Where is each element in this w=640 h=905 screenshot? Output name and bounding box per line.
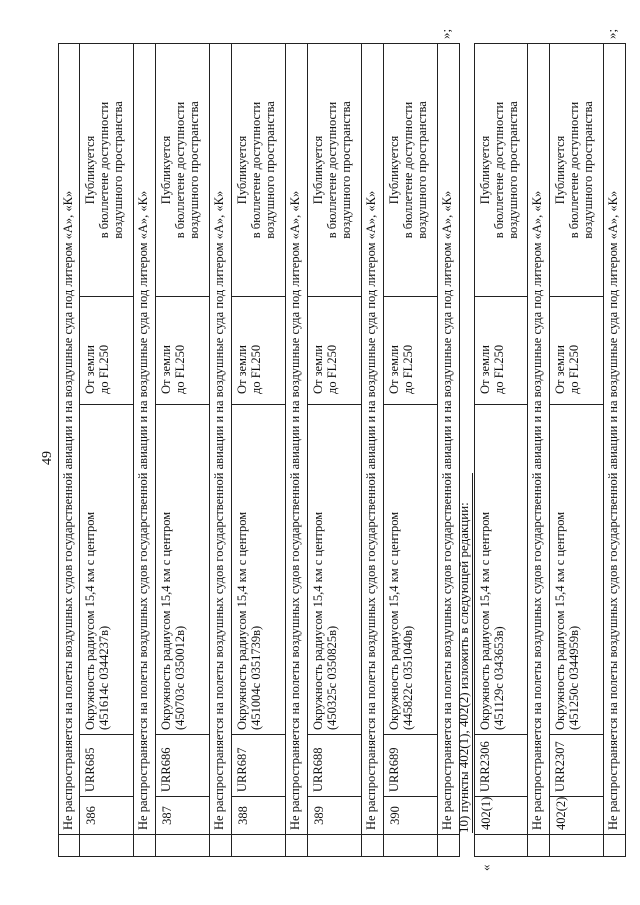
- note-line-2: в бюллетене доступности: [492, 101, 506, 239]
- altitude-line-1: От земли: [478, 345, 492, 394]
- notice-text: Не распространяется на полеты воздушных судов государственной авиации и на воздушные суда под литером «А», «К»: [61, 190, 75, 830]
- notice-row: [528, 43, 550, 857]
- altitude-line-2: до FL250: [249, 344, 263, 394]
- index-cell: [232, 834, 285, 856]
- altitude-range: [384, 296, 437, 404]
- notice-text: Не распространяется на полеты воздушных судов государственной авиации и на воздушные суда под литером «А», «К»: [440, 190, 454, 830]
- zone-description: [156, 404, 209, 734]
- description-line-1: Окружность радиусом 15,4 км с центром: [478, 511, 492, 730]
- altitude-range: [308, 296, 361, 404]
- altitude-line-1: От земли: [83, 345, 97, 394]
- description-line-2: (451250с 0344959в): [567, 625, 581, 730]
- row-number: 388: [232, 796, 285, 834]
- row-number: 402(2): [550, 796, 603, 834]
- zone-description: [80, 404, 133, 734]
- notice-text: Не распространяется на полеты воздушных судов государственной авиации и на воздушные суда под литером «А», «К»: [136, 190, 150, 830]
- note-line-3: воздушного пространства: [506, 101, 520, 239]
- zone-code: URR685: [80, 734, 133, 796]
- note-line-1: Публикуется: [235, 135, 249, 205]
- zone-row: [384, 43, 438, 857]
- row-number: 402(1): [475, 796, 527, 834]
- altitude-line-1: От земли: [553, 345, 567, 394]
- altitude-line-1: От земли: [235, 345, 249, 394]
- altitude-range: [550, 296, 603, 404]
- page-number: 49: [40, 451, 55, 465]
- note-line-3: воздушного пространства: [581, 101, 595, 239]
- closing-quote: »;: [604, 28, 619, 39]
- description-line-2: (450703с 0350012в): [173, 625, 187, 730]
- description-line-2: (451614с 0344237в): [97, 625, 111, 730]
- zone-description: [308, 404, 361, 734]
- altitude-range: [80, 296, 133, 404]
- zone-row: [550, 43, 604, 857]
- description-line-1: Окружность радиусом 15,4 км с центром: [83, 511, 97, 730]
- index-cell: [528, 834, 549, 856]
- note-line-3: воздушного пространства: [111, 101, 125, 239]
- zone-row: [232, 43, 286, 857]
- altitude-line-2: до FL250: [567, 344, 581, 394]
- notice-text: Не распространяется на полеты воздушных судов государственной авиации и на воздушные суда под литером «А», «К»: [530, 190, 544, 830]
- notice-text: Не распространяется на полеты воздушных судов государственной авиации и на воздушные суда под литером «А», «К»: [606, 190, 620, 830]
- description-line-2: (451004с 0351739в): [249, 625, 263, 730]
- altitude-line-2: до FL250: [97, 344, 111, 394]
- index-cell: [156, 834, 209, 856]
- notice-row: [134, 43, 156, 857]
- note-line-2: в бюллетене доступности: [567, 101, 581, 239]
- description-line-1: Окружность радиусом 15,4 км с центром: [235, 511, 249, 730]
- notice-row: [604, 43, 626, 857]
- row-number: 389: [308, 796, 361, 834]
- note-line-2: в бюллетене доступности: [173, 101, 187, 239]
- index-cell: [550, 834, 603, 856]
- note-line-1: Публикуется: [83, 135, 97, 205]
- note-line-1: Публикуется: [311, 135, 325, 205]
- altitude-range: [232, 296, 285, 404]
- note-line-3: воздушного пространства: [339, 101, 353, 239]
- zone-description: [232, 404, 285, 734]
- zone-code: URR2307: [550, 734, 603, 796]
- row-number: 386: [80, 796, 133, 834]
- zone-code: URR687: [232, 734, 285, 796]
- altitude-line-2: до FL250: [325, 344, 339, 394]
- altitude-line-1: От земли: [311, 345, 325, 394]
- description-line-2: (450325с 0350825в): [325, 625, 339, 730]
- description-line-2: (445822с 0351040в): [401, 625, 415, 730]
- index-cell: [604, 834, 625, 856]
- publication-note: [384, 44, 437, 296]
- publication-note: [475, 44, 527, 296]
- description-line-1: Окружность радиусом 15,4 км с центром: [311, 511, 325, 730]
- publication-note: [156, 44, 209, 296]
- publication-note: [80, 44, 133, 296]
- note-line-2: в бюллетене доступности: [325, 101, 339, 239]
- note-line-1: Публикуется: [478, 135, 492, 205]
- altitude-range: [156, 296, 209, 404]
- row-number: 387: [156, 796, 209, 834]
- index-cell: [475, 834, 527, 856]
- index-cell: [308, 834, 361, 856]
- notice-text: Не распространяется на полеты воздушных судов государственной авиации и на воздушные суда под литером «А», «К»: [364, 190, 378, 830]
- zone-code: URR689: [384, 734, 437, 796]
- notice-row: [362, 43, 384, 857]
- zone-description: [475, 404, 527, 734]
- notice-row: [210, 43, 232, 857]
- altitude-range: [475, 296, 527, 404]
- index-cell: [384, 834, 437, 856]
- zone-row: [308, 43, 362, 857]
- zone-row: [156, 43, 210, 857]
- altitude-line-1: От земли: [387, 345, 401, 394]
- index-cell: [362, 834, 383, 856]
- notice-text: Не распространяется на полеты воздушных судов государственной авиации и на воздушные суда под литером «А», «К»: [212, 190, 226, 830]
- zone-code: URR2306: [475, 734, 527, 796]
- notice-row: [286, 43, 308, 857]
- altitude-line-1: От земли: [159, 345, 173, 394]
- index-cell: [59, 834, 79, 856]
- zone-description: [550, 404, 603, 734]
- zone-code: URR686: [156, 734, 209, 796]
- zone-description: [384, 404, 437, 734]
- note-line-3: воздушного пространства: [415, 101, 429, 239]
- notice-text: Не распространяется на полеты воздушных судов государственной авиации и на воздушные суда под литером «А», «К»: [288, 190, 302, 830]
- opening-quote: «: [478, 864, 493, 871]
- altitude-line-2: до FL250: [173, 344, 187, 394]
- note-line-2: в бюллетене доступности: [249, 101, 263, 239]
- note-line-2: в бюллетене доступности: [97, 101, 111, 239]
- description-line-1: Окружность радиусом 15,4 км с центром: [159, 511, 173, 730]
- altitude-line-2: до FL250: [492, 344, 506, 394]
- description-line-1: Окружность радиусом 15,4 км с центром: [387, 511, 401, 730]
- closing-quote: »;: [438, 28, 453, 39]
- note-line-1: Публикуется: [159, 135, 173, 205]
- zone-row: [474, 43, 528, 857]
- description-line-2: (451129с 0343653в): [492, 626, 506, 730]
- index-cell: [286, 834, 307, 856]
- zone-row: [80, 43, 134, 857]
- note-line-1: Публикуется: [387, 135, 401, 205]
- section-heading: 10) пункты 402(1), 402(2) изложить в следующей редакции:: [456, 473, 473, 833]
- publication-note: [232, 44, 285, 296]
- index-cell: [438, 834, 459, 856]
- notice-row: [58, 43, 80, 857]
- zone-code: URR688: [308, 734, 361, 796]
- publication-note: [550, 44, 603, 296]
- note-line-3: воздушного пространства: [187, 101, 201, 239]
- publication-note: [308, 44, 361, 296]
- altitude-line-2: до FL250: [401, 344, 415, 394]
- note-line-3: воздушного пространства: [263, 101, 277, 239]
- description-line-1: Окружность радиусом 15,4 км с центром: [553, 511, 567, 730]
- row-number: 390: [384, 796, 437, 834]
- note-line-1: Публикуется: [553, 135, 567, 205]
- index-cell: [80, 834, 133, 856]
- note-line-2: в бюллетене доступности: [401, 101, 415, 239]
- index-cell: [210, 834, 231, 856]
- index-cell: [134, 834, 155, 856]
